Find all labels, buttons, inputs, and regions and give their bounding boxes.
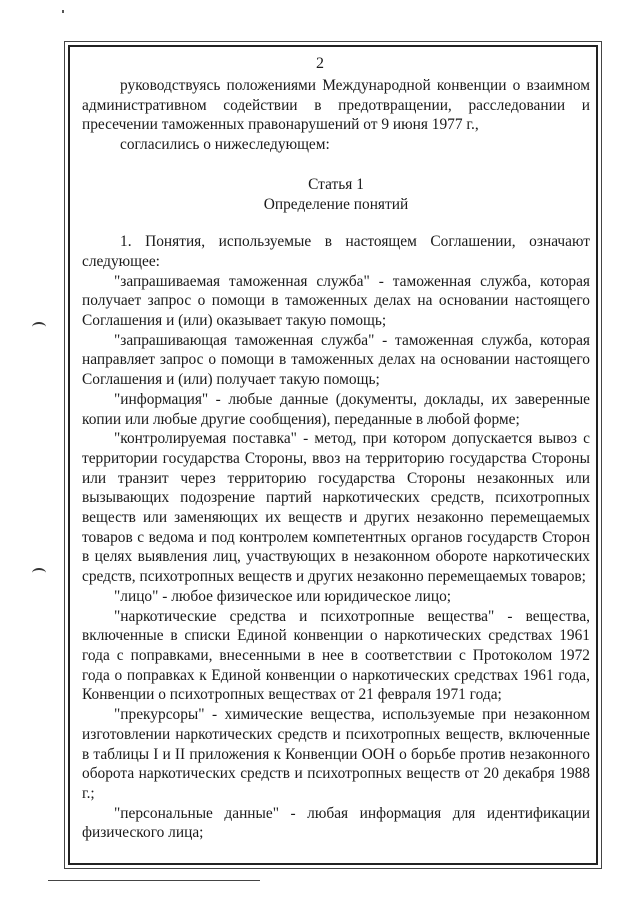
page-number: 2 xyxy=(316,55,324,72)
definition-paragraph: "запрашиваемая таможенная служба" - таможенная служба, которая получает запрос о помощи в таможенных делах на основании настоящего Соглашения и (или) оказывает такую помощь; xyxy=(82,272,590,330)
scan-speck xyxy=(62,10,64,13)
definition-paragraph: "лицо" - любое физическое или юридическое лицо; xyxy=(114,587,452,605)
definition-paragraph: "прекурсоры" - химические вещества, используемые при незаконном изготовлении наркотических средств и психотропных веществ, включенные в таблицы I и II приложения к Конвенции ООН о борьбе против незаконного оборота наркотических средств и психотропных веществ от 20 декабря 1988 г.; xyxy=(82,706,590,802)
spacer xyxy=(82,214,590,232)
definition-paragraph: "персональные данные" - любая информация для идентификации физического лица; xyxy=(82,804,590,842)
body-paragraph: 1. Понятия, используемые в настоящем Соглашении, означают следующее: xyxy=(82,233,590,270)
definition-paragraph: "запрашивающая таможенная служба" - таможенная служба, которая направляет запрос о помощи в таможенных делах на основании настоящего Соглашения и (или) получает такую помощь; xyxy=(82,331,590,389)
definition-paragraph: "информация" - любые данные (документы, доклады, их заверенные копии или любые другие сообщения), переданные в любой форме; xyxy=(82,390,590,428)
bottom-rule xyxy=(48,880,260,881)
binder-hole-mark xyxy=(32,568,46,578)
intro-paragraph: руководствуясь положениями Международной конвенции о взаимном административном содействии в предотвращении, расследовании и пресечении таможенных правонарушений от 9 июня 1977 г., xyxy=(82,77,590,134)
spacer xyxy=(82,155,590,175)
binder-hole-mark xyxy=(32,322,46,332)
definition-paragraph: "наркотические средства и психотропные вещества" - вещества, включенные в списки Единой конвенции о наркотических средствах 1961 года с поправками, внесенными в нее в соответствии с Протоколом 1972 года о поправках к Единой конвенции о наркотических средствах 1961 года, Конвенции о психотропных веществах от 21 февраля 1971 года; xyxy=(82,607,590,704)
article-number: Статья 1 xyxy=(308,175,364,193)
definition-paragraph: "контролируемая поставка" - метод, при котором допускается вывоз с территории государства Стороны, ввоз на территорию государства Стороны или транзит через территорию государства Стороны незаконных или вызывающих подозрение партий наркотических средств, психотропных веществ или заменяющих их веществ и других незаконно перемещаемых товаров с ведома и под контролем компетентных органов государств Сторон в целях выявления лиц, участвующих в незаконном обороте наркотических средств, психотропных веществ и других незаконно перемещаемых товаров; xyxy=(82,430,590,586)
intro-paragraph: согласились о нижеследующем: xyxy=(120,136,330,154)
document-body xyxy=(82,76,590,843)
article-title: Определение понятий xyxy=(263,195,409,213)
